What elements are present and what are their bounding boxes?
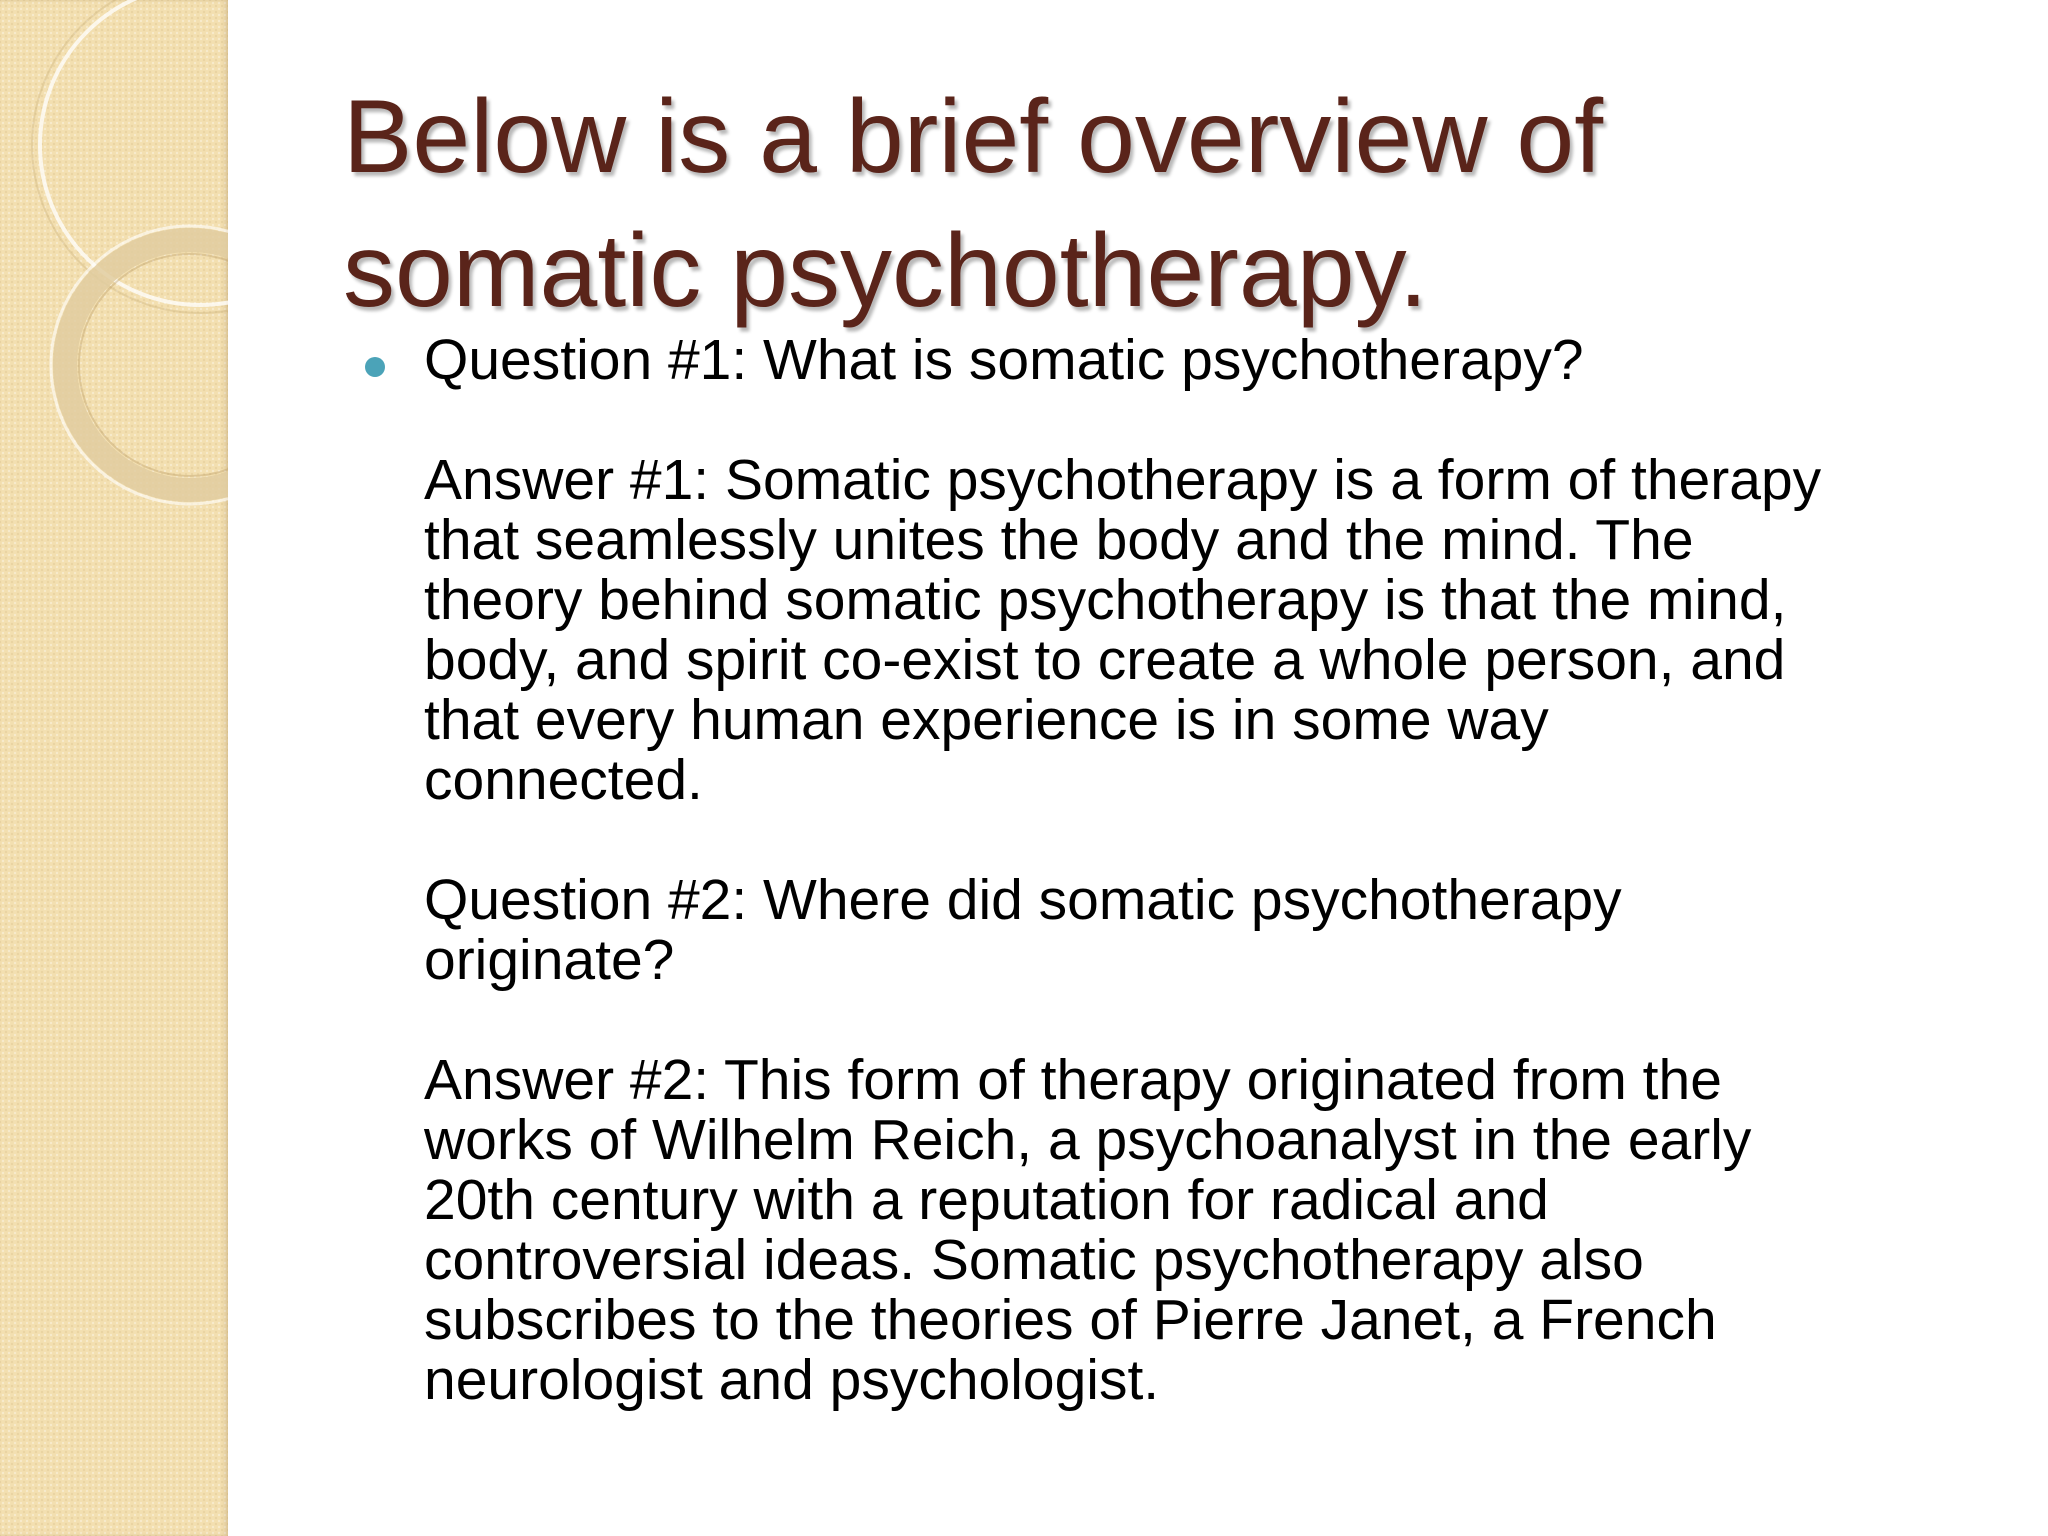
answer-2: [424, 1050, 2004, 1410]
answer-2-line: 20th century with a reputation for radical and: [424, 1168, 1549, 1232]
answer-1-line: that every human experience is in some way: [424, 688, 1549, 752]
slide-title: [343, 70, 1963, 338]
decorative-sidebar: [0, 0, 228, 1536]
slide-body: [424, 330, 2004, 1410]
answer-2-line: works of Wilhelm Reich, a psychoanalyst in the early: [424, 1108, 1752, 1172]
decorative-rings-icon: [0, 0, 228, 520]
answer-2-line: Answer #2: This form of therapy originated from the: [424, 1048, 1722, 1112]
answer-1: [424, 450, 2004, 810]
bullet-dot-icon: [365, 357, 385, 377]
slide-title-line-1: Below is a brief overview of: [343, 79, 1604, 195]
answer-1-line: that seamlessly unites the body and the mind. The: [424, 508, 1694, 572]
answer-1-line: connected.: [424, 748, 703, 812]
question-1-text: Question #1: What is somatic psychotherapy?: [424, 328, 1584, 392]
question-2: [424, 870, 2004, 990]
answer-1-line: theory behind somatic psychotherapy is that the mind,: [424, 568, 1787, 632]
question-2-line: Question #2: Where did somatic psychotherapy: [424, 868, 1622, 932]
question-2-line: originate?: [424, 928, 675, 992]
question-1: [424, 330, 2004, 390]
slide-title-line-2: somatic psychotherapy.: [343, 213, 1428, 329]
answer-2-line: neurologist and psychologist.: [424, 1348, 1160, 1412]
answer-2-line: subscribes to the theories of Pierre Janet, a French: [424, 1288, 1717, 1352]
answer-1-line: Answer #1: Somatic psychotherapy is a form of therapy: [424, 448, 1822, 512]
answer-1-line: body, and spirit co-exist to create a whole person, and: [424, 628, 1786, 692]
answer-2-line: controversial ideas. Somatic psychotherapy also: [424, 1228, 1644, 1292]
